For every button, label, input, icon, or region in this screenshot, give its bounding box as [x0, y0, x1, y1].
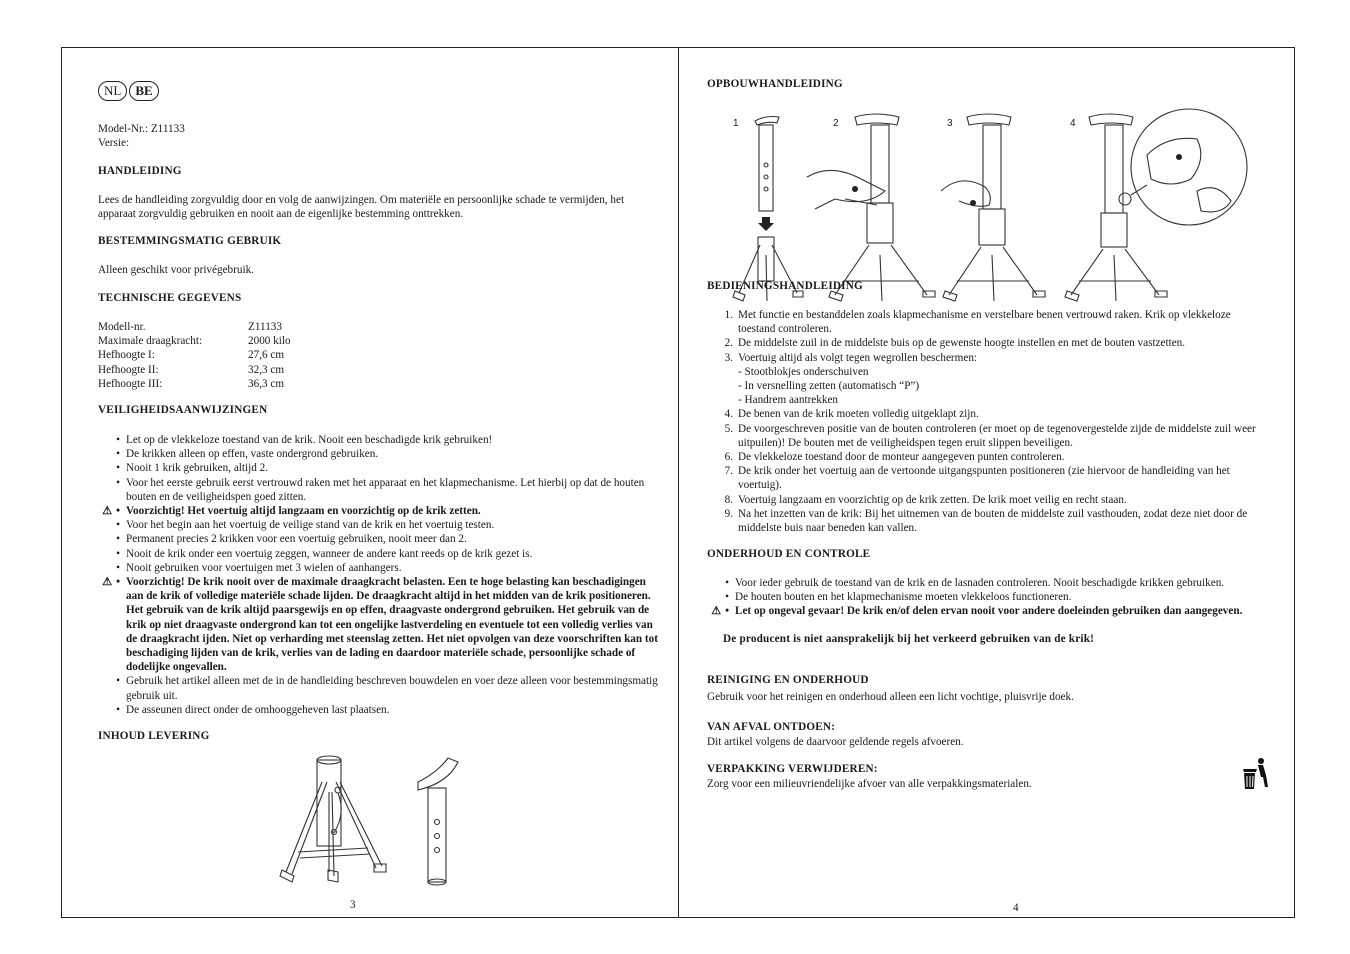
disposal-heading: VAN AFVAL ONTDOEN: [707, 721, 836, 733]
sub-item: - In versnelling zetten (automatisch “P”) [738, 380, 920, 393]
spec-label: Hefhoogte II: [98, 363, 159, 376]
bullet-icon: • [116, 476, 120, 489]
packaging-text: Zorg voor een milieuvriendelijke afvoer van alle verpakkingsmaterialen. [707, 778, 1032, 790]
bullet-icon: • [116, 448, 120, 461]
cleaning-text: Gebruik voor het reinigen en onderhoud alleen een licht vochtige, pluisvrije doek. [707, 691, 1074, 703]
intended-use-text: Alleen geschikt voor privégebruik. [98, 264, 254, 276]
bullet-icon: • [725, 577, 729, 589]
list-item: • Let op de vlekkeloze toestand van de krik. Nooit een beschadigde krik gebruiken! [92, 433, 658, 447]
intended-use-heading: BESTEMMINGSMATIG GEBRUIK [98, 235, 282, 247]
spec-value: 36,3 cm [248, 377, 285, 390]
list-item: • De houten bouten en het klapmechanisme moeten vlekkeloos functioneren. [701, 590, 1281, 604]
list-item: • Gebruik het artikel alleen met de in de handleiding beschreven bouwdelen en voer deze alleen voor bestemmingsmatig gebruik uit. [92, 674, 658, 702]
table-row [98, 320, 291, 334]
bullet-icon: • [116, 675, 120, 688]
spec-value: 27,6 cm [248, 349, 285, 362]
step-number-2: 2 [833, 118, 839, 129]
bullet-icon: • [725, 591, 729, 604]
right-page [707, 47, 1282, 918]
page-divider [678, 47, 679, 918]
badge-nl: NL [98, 81, 127, 101]
spec-label: Hefhoogte I: [98, 349, 155, 362]
badge-be: BE [129, 81, 158, 101]
tech-data-heading: TECHNISCHE GEGEVENS [98, 292, 242, 304]
recycle-bin-icon [1241, 757, 1271, 791]
spec-value: Z11133 [248, 321, 282, 333]
bullet-icon: • [116, 505, 120, 518]
spec-label: Maximale draagkracht: [98, 335, 203, 348]
warning-triangle-icon: ⚠ [102, 505, 113, 518]
bullet-icon: • [116, 462, 120, 475]
safety-list [92, 433, 658, 717]
list-item-warning: ⚠ • Voorzichtig! De krik nooit over de maximale draagkracht belasten. Een te hoge belasting kan beschadigingen aan de krik of volledige materiële schade lijden. De draagkracht altijd in het midden van de krik positioneren. Het gebruik van de krik altijd paarsgewijs en op effen, draagvaste ondergrond gebruiken. Het gebruik van de krik op niet draagvaste ondergrond kan tot een ongelijke lastverdeling en eventuele tot een volledig verlies van de draagkracht ijden. Niet op verharding met steenslag zetten. Het niet opvolgen van deze voorschriften kan tot beschadiging lijden van de krik, verlies van de lading en daardoor materiële schade, persoonlijke schade of dodelijke ongevallen. [102, 576, 658, 674]
bullet-icon: • [725, 605, 729, 618]
table-row [98, 363, 291, 377]
list-item: • De krikken alleen op effen, vaste ondergrond gebruiken. [92, 447, 658, 461]
list-item: • Permanent precies 2 krikken voor een voertuig gebruiken, nooit meer dan 2. [92, 532, 658, 546]
list-item-warning: ⚠ • Voorzichtig! Het voertuig altijd langzaam en voorzichtig op de krik zetten. [102, 505, 481, 518]
bullet-icon: • [116, 703, 120, 716]
assembly-step-4-drawing [1065, 109, 1247, 301]
manual-heading: HANDLEIDING [98, 165, 182, 177]
page-number-right: 4 [1013, 902, 1019, 915]
saddle-column-drawing [418, 758, 458, 885]
tech-data-table [98, 320, 291, 391]
list-item: 2. De middelste zuil in de middelste buis op de gewenste hoogte instellen en met de bouten vastzetten. [724, 337, 1186, 350]
list-item: • Voor ieder gebruik de toestand van de krik en de lasnaden controleren. Nooit beschadigde krikken gebruiken. [701, 576, 1281, 590]
page-number-left: 3 [350, 899, 356, 912]
spec-value: 2000 kilo [248, 335, 291, 348]
assembly-step-1-drawing [733, 117, 803, 302]
step-number-1: 1 [733, 118, 739, 129]
left-page [98, 47, 663, 918]
list-item: • De asseunen direct onder de omhooggeheven last plaatsen. [92, 703, 658, 717]
list-item: 6. De vlekkeloze toestand door de monteur aangegeven punten controleren. [724, 451, 1065, 464]
list-item: • Nooit gebruiken voor voertuigen met 3 wielen of aanhangers. [92, 561, 658, 575]
spec-value: 32,3 cm [248, 363, 285, 376]
maintenance-heading: ONDERHOUD EN CONTROLE [707, 548, 871, 560]
safety-heading: VEILIGHEIDSAANWIJZINGEN [98, 404, 268, 416]
bullet-icon: • [116, 519, 120, 532]
list-item: • Voor het begin aan het voertuig de veilige stand van de krik en het voertuig testen. [92, 518, 658, 532]
assembly-heading: OPBOUWHANDLEIDING [707, 78, 843, 90]
table-row [98, 377, 291, 391]
sub-item: - Handrem aantrekken [738, 394, 839, 407]
manual-text: Lees de handleiding zorgvuldig door en volg de aanwijzingen. Om materiële en persoonlijke schade te vermijden, het apparaat zorgvuldig gebruiken en nooit aan de eigenlijke bestemming onttrekken. [98, 194, 625, 221]
model-number: Model-Nr.: Z11133 [98, 123, 185, 135]
jack-stand-illustration [278, 752, 478, 894]
warning-triangle-icon: ⚠ [102, 576, 113, 589]
bullet-icon: • [116, 547, 120, 560]
bullet-icon: • [116, 533, 120, 546]
assembly-step-3-drawing [941, 114, 1045, 301]
cleaning-heading: REINIGING EN ONDERHOUD [707, 674, 869, 686]
country-badges [98, 81, 161, 101]
operation-heading: BEDIENINGSHANDLEIDING [707, 280, 863, 292]
table-row [98, 334, 291, 348]
step-number-3: 3 [947, 118, 953, 129]
contents-heading: INHOUD LEVERING [98, 730, 210, 742]
sub-item: - Stootblokjes onderschuiven [738, 365, 869, 378]
packaging-heading: VERPAKKING VERWIJDEREN: [707, 763, 878, 775]
tripod-base-drawing [280, 756, 386, 882]
list-item: 8. Voertuig langzaam en voorzichtig op de krik zetten. De krik moet veilig en recht staan. [724, 493, 1127, 506]
maintenance-list [701, 576, 1281, 619]
list-item: • Nooit de krik onder een voertuig zeggen, wanneer de andere kant reeds op de krik gezet is. [92, 547, 658, 561]
list-item: 7. De krik onder het voertuig aan de vertoonde uitgangspunten positioneren (zie hiervoor de handleiding van het voertuig). [724, 465, 1230, 492]
bullet-icon: • [116, 561, 120, 574]
table-row [98, 348, 291, 362]
liability-note: De producent is niet aansprakelijk bij het verkeerd gebruiken van de krik! [723, 633, 1095, 645]
list-item: 5. De voorgeschreven positie van de bouten controleren (er moet op de tegenovergestelde zijde de middelste zuil weer uitpuilen)! De bouten met de veiligheidspen tegen eruit slippen beveiligen. [724, 422, 1256, 449]
list-item: 3. Voertuig altijd als volgt tegen wegrollen beschermen: - Stootblokjes onderschuiven - In versnelling zetten (automatisch “P”) - Handrem aantrekken [707, 351, 1267, 408]
list-item: 1. Met functie en bestanddelen zoals klapmechanisme en verstelbare benen vertrouwd raken. Krik op vlekkeloze toestand controleren. [724, 309, 1231, 336]
spec-label: Modell-nr. [98, 321, 146, 333]
bullet-icon: • [116, 576, 120, 589]
warning-triangle-icon: ⚠ [711, 605, 722, 618]
list-item: • Voor het eerste gebruik eerst vertrouwd raken met het apparaat en het klapmechanisme. Let hierbij op dat de houten bouten en de veiligheidspen goed zitten. [92, 476, 658, 504]
list-item: 4. De benen van de krik moeten volledig uitgeklapt zijn. [724, 408, 979, 421]
list-item: 9. Na het inzetten van de krik: Bij het uitnemen van de bouten de middelste zuil vasthouden, zodat deze niet door de middelste buis naar beneden kan vallen. [724, 507, 1248, 535]
spec-label: Hefhoogte III: [98, 377, 163, 390]
version: Versie: [98, 137, 130, 149]
bullet-icon: • [116, 434, 120, 446]
assembly-step-2-drawing [807, 114, 935, 301]
step-number-4: 4 [1070, 118, 1076, 129]
list-item: • Nooit 1 krik gebruiken, altijd 2. [92, 461, 658, 475]
operation-list [707, 308, 1267, 535]
disposal-text: Dit artikel volgens de daarvoor geldende regels afvoeren. [707, 736, 964, 748]
list-item-warning: ⚠ • Let op ongeval gevaar! De krik en/of delen ervan nooit voor andere doeleinden gebruiken dan aangegeven. [711, 605, 1243, 618]
